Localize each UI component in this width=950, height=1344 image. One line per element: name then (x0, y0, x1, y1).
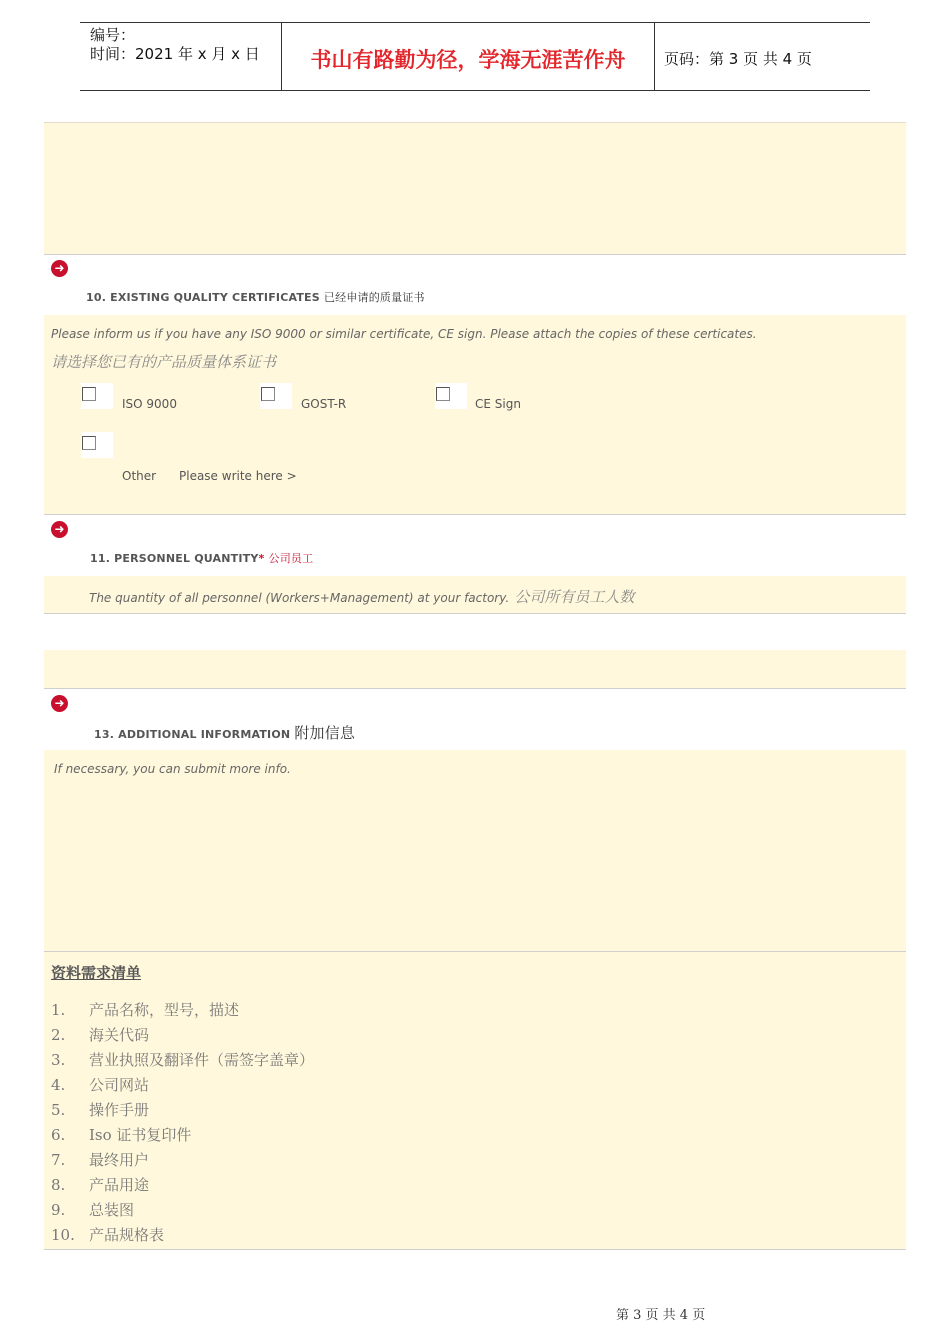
list-item-text: 产品规格表 (89, 1226, 165, 1244)
gost-r-checkbox[interactable] (260, 383, 292, 409)
q10-title (86, 289, 425, 305)
list-item-number: 7. (51, 1151, 66, 1169)
arrow-right-circle-icon: ➜ (51, 521, 68, 538)
header-page-number: 页码：第 3 页 共 4 页 (664, 50, 812, 68)
list-item (51, 1099, 149, 1120)
other-label: Other (122, 469, 157, 483)
q13-hint: If necessary, you can submit more info. (54, 762, 291, 776)
list-item-number: 2. (51, 1026, 66, 1044)
q11-answer-field[interactable] (44, 650, 906, 689)
list-item-number: 8. (51, 1176, 66, 1194)
checkbox-icon (261, 387, 275, 401)
doc-number-label: 编号： (90, 26, 136, 44)
q11-title-cn: 公司员工 (268, 552, 314, 565)
list-item-number: 6. (51, 1126, 66, 1144)
footer-page-number: 第 3 页 共 4 页 (616, 1308, 706, 1323)
checkbox-icon (436, 387, 450, 401)
ce-sign-checkbox[interactable] (435, 383, 467, 409)
arrow-right-circle-icon: ➜ (51, 260, 68, 277)
list-item-number: 3. (51, 1051, 66, 1069)
q11-panel (44, 576, 906, 614)
list-item (51, 1049, 314, 1070)
header-divider (654, 22, 655, 90)
list-item-number: 4. (51, 1076, 66, 1094)
q11-title (90, 550, 313, 566)
q11-hint: The quantity of all personnel (Workers+Management) at your factory. (89, 591, 510, 605)
list-item-text: 操作手册 (89, 1101, 150, 1119)
q10-title-cn: 已经申请的质量证书 (323, 291, 425, 304)
ce-sign-label: CE Sign (475, 397, 521, 411)
list-item (51, 1199, 134, 1220)
q11-hint-line (89, 586, 634, 607)
list-item (51, 1074, 149, 1095)
list-item-number: 9. (51, 1201, 66, 1219)
arrow-right-circle-icon: ➜ (51, 695, 68, 712)
required-mark: * (258, 552, 265, 565)
q11-hint-cn: 公司所有员工人数 (514, 588, 635, 606)
list-item-text: Iso 证书复印件 (89, 1126, 192, 1144)
q13-title (94, 722, 355, 743)
list-item (51, 999, 239, 1020)
gost-r-label: GOST-R (301, 397, 347, 411)
list-item-text: 产品用途 (89, 1176, 150, 1194)
list-item (51, 1149, 149, 1170)
list-item (51, 1224, 164, 1245)
q10-hint-cn: 请选择您已有的产品质量体系证书 (51, 353, 277, 371)
q10-panel (44, 315, 906, 515)
list-item (51, 1174, 149, 1195)
list-item-number: 10. (51, 1226, 75, 1244)
list-item-text: 海关代码 (89, 1026, 150, 1044)
other-checkbox[interactable] (81, 432, 113, 458)
q13-title-cn: 附加信息 (294, 724, 356, 742)
header-motto: 书山有路勤为径，学海无涯苦作舟 (310, 47, 626, 72)
list-item-number: 5. (51, 1101, 66, 1119)
list-item-number: 1. (51, 1001, 66, 1019)
q10-title-en: 10. EXISTING QUALITY CERTIFICATES (86, 291, 320, 304)
doc-date-label: 时间：2021 年 x 月 x 日 (90, 45, 260, 63)
checkbox-icon (82, 387, 96, 401)
q10-hint: Please inform us if you have any ISO 9000 or similar certificate, CE sign. Please attach the copies of these certicates. (51, 327, 757, 341)
list-item-text: 公司网站 (89, 1076, 150, 1094)
doc-list-title: 资料需求清单 (51, 964, 142, 982)
header-bottom-rule (80, 90, 870, 91)
header-top-rule (80, 22, 870, 23)
other-write-prompt: Please write here > (179, 469, 297, 483)
list-item (51, 1024, 149, 1045)
list-item-text: 总装图 (89, 1201, 135, 1219)
list-item-text: 产品名称，型号，描述 (89, 1001, 240, 1019)
q13-title-en: 13. ADDITIONAL INFORMATION (94, 728, 291, 741)
doc-list-panel (44, 952, 906, 1250)
list-item-text: 最终用户 (89, 1151, 150, 1169)
list-item (51, 1124, 191, 1145)
iso9000-checkbox[interactable] (81, 383, 113, 409)
empty-answer-panel[interactable] (44, 122, 906, 255)
iso9000-label: ISO 9000 (122, 397, 177, 411)
checkbox-icon (82, 436, 96, 450)
q13-panel[interactable] (44, 750, 906, 952)
q11-title-en: 11. PERSONNEL QUANTITY (90, 552, 259, 565)
header-meta (90, 26, 260, 64)
list-item-text: 营业执照及翻译件（需签字盖章） (89, 1051, 315, 1069)
